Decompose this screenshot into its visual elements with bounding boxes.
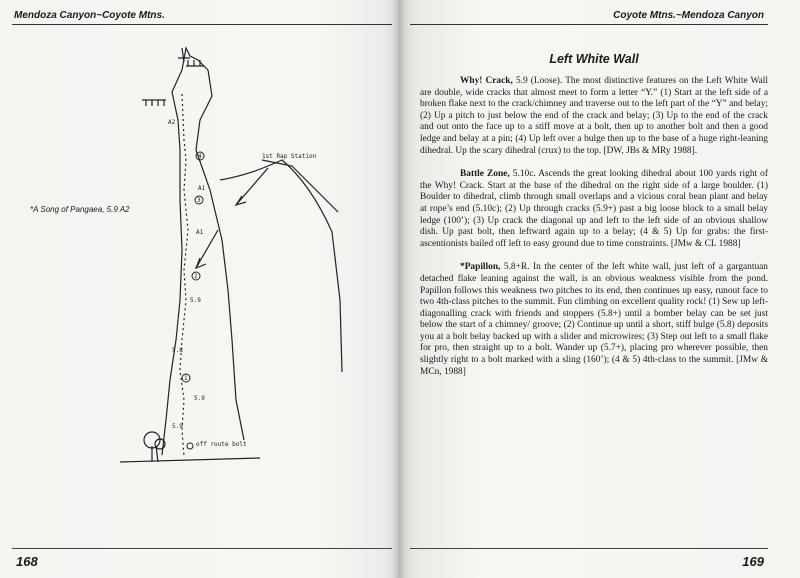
rap-station-label: 1st Rap Station	[262, 153, 317, 160]
summit-outline	[172, 48, 208, 92]
left-running-head: Mendoza Canyon~Coyote Mtns.	[14, 10, 165, 21]
off-route-note: off route bolt	[196, 441, 247, 448]
topo-route-label: *A Song of Pangaea, 5.9 A2	[30, 205, 130, 214]
route-name: Battle Zone,	[460, 169, 510, 180]
right-head-rule	[410, 24, 768, 25]
route-text: The most distinctive features on the Left White Wall are double, wide cracks that almost meet to form a letter “Y.” (1) Start at the left side of a broken flake next to the crack/chimney and traverse out to the left part of the “Y” and belay; (2) Up a pitch to just below the end of the crack and belay; (3) Up to the end of the crack and out onto the face up to a stiff move at a bolt, then up to another bolt and then a good ledge and belay at a pin; (4) Up left over a bulge then up to the base of a huge right-leaning dihedral. Up the scary dihedral (crux) to the top. [DW, JBs & MRy 1988].	[420, 76, 768, 156]
rap-gully	[220, 160, 342, 372]
ground-line	[120, 458, 260, 462]
right-running-head: Coyote Mtns.~Mendoza Canyon	[613, 10, 764, 21]
belay-2-label: 2	[194, 273, 198, 280]
right-foot-rule	[410, 548, 768, 549]
route-grade: 5.10c.	[509, 169, 536, 180]
route-grade: 5.8+R.	[500, 262, 530, 273]
route-text: Ascends the great looking dihedral about 100 yards right of the Why! Crack. Start at the base of the dihedral on the right side of a large boulder. (1) Boulder to dihedral, climb through small overlaps and a vicious coral bean plant and belay at rope’s end (5.10c); (2) Up through cracks (5.9+) past a big loose block to a small belay ledge (100’); (3) Up crack the diagonal up and left to the left side of an obvious shallow dish. Up past bolt, then leftward again up to a belay; (4 & 5) Up for grabs: the first-ascentionists bailed off left to easy ground due to time constraints. [JMw & CL 1988]	[420, 169, 768, 249]
section-title: Left White Wall	[549, 52, 639, 66]
left-wall-edge	[162, 92, 182, 455]
route-text: In the center of the left white wall, just left of a gargantuan detached flake leaning against the wall, is an obvious weakness visible from the pond. Papillon follows this weakness two pitches to its end, then continues up easy, runout face to two 4th-class pitches to the summit. Fun climbing on excellent quality rock! (1) Sew up left-diagonalling crack with friends and stoppers (5.8+) until a bomber belay can be set just below the start of a chimney/ groove; (2) Continue up until a short, stiff bulge (5.8) deposits you at a bolt belay backed up with a slider and microwires; (3) Step out left to a small flake for pro, then straight up to a bolt. Wander up (5.7+), placing pro wherever possible, then slightly right to a bolt marked with a sling (160’); (4 & 5) 4th-class to the summit. [JMw & MCn, 1988]	[420, 262, 768, 377]
belay-1-label: 1	[184, 375, 188, 382]
route-description-battle-zone	[420, 169, 768, 250]
belay-3-label: 3	[197, 197, 201, 204]
route-description-papillon	[420, 262, 768, 378]
grade-a2: A2	[168, 119, 176, 126]
grade-5-9-upper: 5.9	[190, 297, 201, 304]
arrow-rap	[236, 168, 268, 205]
route-name: *Papillon,	[460, 262, 501, 273]
grade-5-9-mid: 5.9	[194, 395, 205, 402]
left-foot-rule	[12, 548, 392, 549]
route-name: Why! Crack,	[460, 76, 513, 86]
grade-a1-lower: A1	[196, 229, 204, 236]
grade-5-9-lower: 5.9	[172, 423, 183, 430]
right-page-number: 169	[742, 554, 764, 569]
summit-mark	[178, 48, 190, 62]
right-page-content	[420, 52, 768, 390]
left-page-number: 168	[16, 554, 38, 569]
route-description-why-crack	[420, 76, 768, 157]
grade-5-8: 5.8	[172, 347, 183, 354]
belay-4-label: 4	[198, 153, 202, 160]
grade-a1-upper: A1	[198, 185, 206, 192]
route-grade: 5.9 (Loose).	[512, 76, 563, 86]
route-topo-drawing	[0, 0, 399, 578]
